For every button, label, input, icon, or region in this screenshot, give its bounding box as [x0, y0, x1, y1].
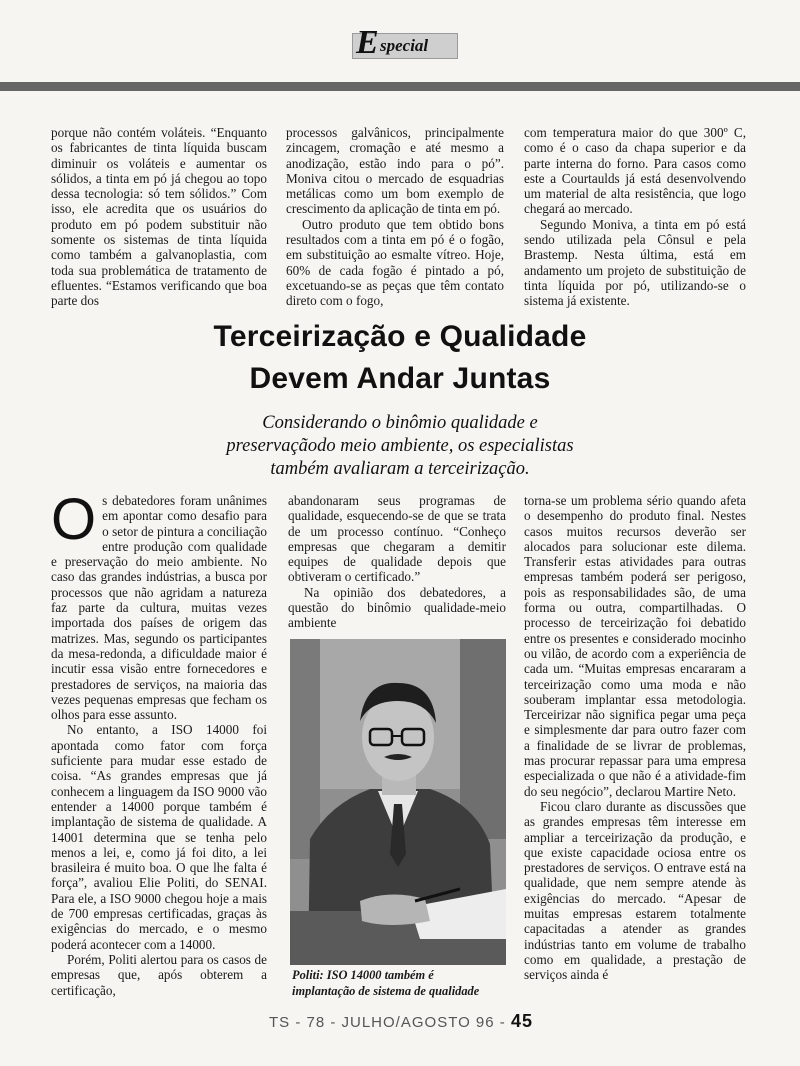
paragraph: porque não contém voláteis. “Enquanto os fabricantes de tinta líquida buscam diminuir os voláteis e aumentar os sólidos, a tinta em pó já chegou ao topo dessa tecnologia: só tem sólidos.” Com isso, ele acredita que os usuários do produto em pó podem substituir não somente os sistemas de tinta líquida como também a galvanoplastia, com toda sua problemática de tratamento de efluentes. “Estamos verificando que boa parte dos: [51, 125, 267, 309]
paragraph: Segundo Moniva, a tinta em pó está sendo utilizada pela Cônsul e pela Brastemp. Nesta última, está em andamento um projeto de substituição de tinta líquida por pó, utilizando-se o sistema já existente.: [524, 216, 746, 309]
top-column-3: [524, 125, 746, 309]
article-column-2: [288, 493, 506, 631]
paragraph: No entanto, a ISO 14000 foi apontada como fator com força suficiente para mudar esse estado de coisa. “As grandes empresas que já conhecem a linguagem da ISO 9000 vão entender a 14000 porque também é implantação de sistema de qualidade. A 14001 determina que se tenha pelo menos a lei, e, como já foi dito, a lei brasileira é muito boa. O que lhe falta é força”, avaliou Elie Politi, do SENAI. Para ele, a ISO 9000 chegou hoje a mais de 700 empresas certificadas, graças às exigências do mercado, e o mesmo poderá acontecer com a 14000.: [51, 722, 267, 952]
subhead-line-1: Considerando o binômio qualidade e: [262, 413, 538, 433]
headline-line-1: Terceirização e Qualidade: [213, 320, 587, 353]
article-column-1: [51, 487, 267, 998]
top-column-2: [286, 125, 504, 309]
drop-cap: O: [51, 487, 97, 552]
paragraph: Porém, Politi alertou para os casos de empresas que, após obterem a certificação,: [51, 951, 267, 998]
paragraph: Outro produto que tem obtido bons resultados com a tinta em pó é o fogão, em substituição ao esmalte vítreo. Hoje, 60% de cada fogão é pintado a pó, excetuando-se as peças que têm contato direto com o fogo,: [286, 216, 504, 309]
header-rule: [0, 82, 800, 91]
caption-line-1: Politi: ISO 14000 também é: [292, 968, 434, 982]
paragraph: torna-se um problema sério quando afeta o desempenho do produto final. Nestes casos muitos recursos deverão ser alocados para solucionar este dilema. Transferir estas atividades para outras empresas também poderá ser perigoso, pois as responsabilidades são, de uma forma ou outra, compartilhadas. O processo de terceirização foi debatido entre os presentes e considerado mocinho ou vilão, de acordo com a experiência de cada um. “Muitas empresas encararam a terceirização como uma moda e não souberam implantar essa metodologia. Terceirizar não significa pegar uma peça e simplesmente dar para outro fazer com a finalidade de se livrar de problemas, mas procurar repassar para uma empresa especializada o que não é a atividade-fim do seu negócio”, declarou Martire Neto.: [524, 493, 746, 799]
paragraph: com temperatura maior do que 300º C, como é o caso da chapa superior e da parte interna do forno. Para casos como este a Courtaulds já está desenvolvendo um material de alta resistência, que logo chegará ao mercado.: [524, 125, 746, 217]
section-label: special: [380, 36, 429, 55]
paragraph: processos galvânicos, principalmente zincagem, cromação e até mesmo a anodização, estão indo para o pó”. Moniva citou o mercado de esquadrias metálicas como um bom exemplo de crescimento da aplicação de tinta em pó.: [286, 125, 504, 217]
article-headline: [40, 316, 760, 400]
photo-caption: [292, 968, 508, 999]
paragraph-text: s debatedores foram unânimes em apontar como desafio para o setor de pintura a conciliação entre produção com qualidade e preservação do meio ambiente. No caso das grandes indústrias, a busca por processos que não agridam a natureza faz parte da cultura, muitas vezes importada dos países de origem das matrizes. Mas, segundo os participantes da mesa-redonda, a dificuldade maior é incutir essa visão entre fornecedores e prestadores de serviços, na maioria das vezes pequenas empresas que fecham os olhos para esse assunto.: [51, 493, 267, 723]
subhead-line-2: preservaçãodo meio ambiente, os especialistas: [226, 436, 574, 456]
article-column-3: [524, 493, 746, 983]
paragraph: Ficou claro durante as discussões que as grandes empresas têm interesse em ampliar a terceirização da produção, e que existe capacidade ociosa entre os prestadores de serviços. O entrave está na qualidade, que nem sempre atende às exigências do mercado. “Apesar de muitas empresas estarem totalmente capacitadas a atender as grandes indústrias tanto em volume de trabalho como em qualidade, a prestação de serviços ainda é: [524, 798, 746, 983]
page-footer: [236, 1011, 566, 1032]
subhead-line-3: também avaliaram a terceirização.: [270, 459, 530, 479]
caption-line-2: implantação de sistema de qualidade: [292, 983, 480, 998]
article-subheadline: [170, 412, 630, 481]
paragraph: Na opinião dos debatedores, a questão do binômio qualidade-meio ambiente: [288, 584, 506, 631]
paragraph: [51, 487, 267, 723]
top-column-1: [51, 125, 267, 309]
portrait-photo: [290, 639, 506, 965]
headline-line-2: Devem Andar Juntas: [249, 362, 551, 395]
paragraph: abandonaram seus programas de qualidade, esquecendo-se de que se trata de um processo contínuo. “Conheço empresas que chegaram a demitir equipes de qualidade depois que obtiveram o certificado.”: [288, 493, 506, 585]
portrait-illustration: [290, 639, 506, 965]
footer-issue: TS - 78 - JULHO/AGOSTO 96 -: [269, 1014, 506, 1031]
page-number: 45: [510, 1011, 533, 1031]
section-initial: E: [356, 24, 379, 61]
